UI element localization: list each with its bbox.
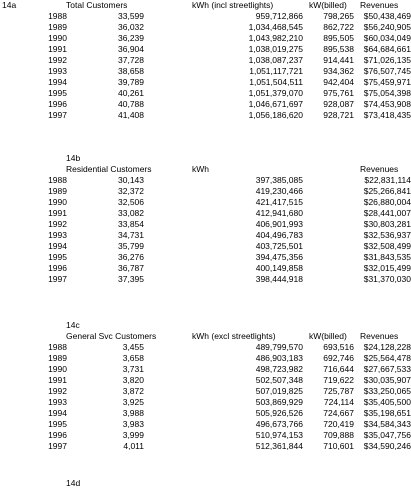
customers-cell: 36,904 — [118, 44, 144, 54]
kw-cell: 798,265 — [323, 11, 354, 21]
customers-cell: 30,143 — [118, 175, 144, 185]
customers-cell: 36,787 — [118, 263, 144, 273]
table-row — [0, 386, 411, 397]
kwh-header: kWh — [192, 164, 209, 174]
kwh-cell: 412,941,680 — [255, 208, 303, 218]
year-cell: 1988 — [48, 342, 67, 352]
customers-cell: 40,261 — [118, 88, 144, 98]
kwh-cell: 1,038,087,237 — [248, 55, 303, 65]
table-row — [0, 66, 411, 77]
kwh-cell: 419,230,466 — [255, 186, 303, 196]
kw-cell: 716,644 — [323, 364, 354, 374]
customers-cell: 3,455 — [122, 342, 144, 352]
kwh-cell: 421,417,515 — [255, 197, 303, 207]
year-cell: 1988 — [48, 11, 67, 21]
section-title: General Svc Customers — [66, 331, 157, 341]
kw-cell: 724,667 — [323, 408, 354, 418]
year-cell: 1996 — [48, 430, 67, 440]
year-cell: 1992 — [48, 55, 67, 65]
table-row — [0, 11, 411, 22]
revenue-cell: $32,508,499 — [363, 241, 411, 251]
table-row — [0, 197, 411, 208]
revenue-header: Revenues — [360, 164, 399, 174]
customers-cell: 32,506 — [118, 197, 144, 207]
kwh-cell: 1,051,117,721 — [249, 66, 303, 76]
table-row — [0, 186, 411, 197]
revenue-cell: $32,015,499 — [363, 263, 411, 273]
kw-cell: 862,722 — [323, 22, 354, 32]
year-cell: 1989 — [48, 353, 67, 363]
section-header-row — [0, 331, 411, 342]
kw-cell: 724,114 — [323, 397, 354, 407]
table-row — [0, 77, 411, 88]
customers-cell: 33,082 — [118, 208, 144, 218]
kwh-cell: 498,723,982 — [255, 364, 303, 374]
table-row — [0, 175, 411, 186]
revenue-cell: $22,831,114 — [364, 175, 411, 185]
revenue-header: Revenues — [360, 331, 399, 341]
section-id-row — [0, 320, 411, 331]
year-cell: 1989 — [48, 186, 67, 196]
kw-header: kW(billed) — [309, 331, 347, 341]
section-title: Total Customers — [66, 0, 128, 10]
year-cell: 1988 — [48, 175, 67, 185]
customers-cell: 33,599 — [118, 11, 144, 21]
table-row — [0, 375, 411, 386]
section-id: 14a — [2, 0, 17, 10]
table-row — [0, 22, 411, 33]
customers-cell: 3,983 — [122, 419, 144, 429]
kwh-cell: 1,051,379,070 — [248, 88, 303, 98]
year-cell: 1997 — [48, 274, 67, 284]
kw-cell: 895,505 — [323, 33, 354, 43]
table-row — [0, 408, 411, 419]
kw-cell: 720,419 — [323, 419, 354, 429]
kwh-cell: 1,046,671,697 — [248, 99, 303, 109]
section-id: 14b — [66, 153, 81, 163]
table-row — [0, 274, 411, 285]
year-cell: 1997 — [48, 441, 67, 451]
table-row — [0, 99, 411, 110]
table-row — [0, 88, 411, 99]
year-cell: 1990 — [48, 364, 67, 374]
revenue-cell: $26,880,004 — [363, 197, 411, 207]
kw-cell: 975,761 — [323, 88, 354, 98]
revenue-cell: $35,198,651 — [363, 408, 411, 418]
year-cell: 1989 — [48, 22, 67, 32]
kwh-cell: 489,799,570 — [255, 342, 303, 352]
customers-cell: 4,011 — [123, 441, 144, 451]
year-cell: 1993 — [48, 397, 67, 407]
section-id-row — [0, 153, 411, 164]
customers-cell: 3,731 — [122, 364, 144, 374]
section-header-row — [0, 164, 411, 175]
kwh-cell: 1,051,504,511 — [249, 77, 303, 87]
kw-cell: 710,601 — [323, 441, 354, 451]
year-cell: 1994 — [48, 241, 67, 251]
year-cell: 1991 — [48, 44, 67, 54]
customers-cell: 34,731 — [118, 230, 144, 240]
year-cell: 1994 — [48, 408, 67, 418]
kwh-cell: 510,974,153 — [255, 430, 303, 440]
revenue-cell: $50,438,469 — [363, 11, 411, 21]
revenue-cell: $34,590,246 — [363, 441, 411, 451]
year-cell: 1995 — [48, 419, 67, 429]
kwh-cell: 486,903,183 — [255, 353, 303, 363]
year-cell: 1991 — [48, 375, 67, 385]
kw-cell: 928,087 — [323, 99, 354, 109]
customers-cell: 3,820 — [122, 375, 144, 385]
table-row — [0, 263, 411, 274]
revenue-cell: $74,453,908 — [363, 99, 411, 109]
revenue-cell: $34,584,343 — [363, 419, 411, 429]
kwh-cell: 502,507,348 — [255, 375, 303, 385]
year-cell: 1995 — [48, 252, 67, 262]
revenue-cell: $60,034,049 — [363, 33, 411, 43]
kw-cell: 928,721 — [323, 110, 354, 120]
customers-cell: 32,372 — [118, 186, 144, 196]
customers-cell: 41,408 — [118, 110, 144, 120]
revenue-cell: $31,370,030 — [363, 274, 411, 284]
table-row — [0, 353, 411, 364]
kw-header: kW(billed) — [309, 0, 347, 10]
revenue-cell: $75,459,971 — [363, 77, 411, 87]
revenue-cell: $25,564,478 — [363, 353, 411, 363]
table-row — [0, 419, 411, 430]
revenue-cell: $73,418,435 — [363, 110, 411, 120]
table-row — [0, 208, 411, 219]
kwh-cell: 512,361,844 — [255, 441, 303, 451]
revenue-cell: $64,684,661 — [363, 44, 411, 54]
kw-cell: 942,404 — [323, 77, 354, 87]
table-row — [0, 230, 411, 241]
kwh-cell: 398,444,918 — [255, 274, 303, 284]
kwh-header: kWh (incl streetlights) — [192, 0, 274, 10]
customers-cell: 37,395 — [118, 274, 144, 284]
year-cell: 1991 — [48, 208, 67, 218]
kw-cell: 693,516 — [323, 342, 354, 352]
kwh-cell: 1,038,019,275 — [248, 44, 303, 54]
kwh-cell: 394,475,356 — [255, 252, 303, 262]
kwh-cell: 1,043,982,210 — [248, 33, 303, 43]
customers-cell: 40,788 — [118, 99, 144, 109]
kwh-header: kWh (excl streetlights) — [192, 331, 276, 341]
revenue-cell: $35,047,756 — [363, 430, 411, 440]
customers-cell: 39,789 — [118, 77, 144, 87]
customers-cell: 3,925 — [122, 397, 144, 407]
customers-cell: 3,872 — [122, 386, 144, 396]
revenue-cell: $31,843,535 — [363, 252, 411, 262]
revenue-header: Revenues — [360, 0, 399, 10]
year-cell: 1996 — [48, 263, 67, 273]
revenue-cell: $56,240,905 — [363, 22, 411, 32]
table-row — [0, 252, 411, 263]
revenue-cell: $33,250,065 — [363, 386, 411, 396]
kw-cell: 692,746 — [323, 353, 354, 363]
table-row — [0, 342, 411, 353]
next-section-row — [0, 478, 411, 489]
year-cell: 1996 — [48, 99, 67, 109]
kw-cell: 934,362 — [323, 66, 354, 76]
year-cell: 1993 — [48, 66, 67, 76]
kw-cell: 895,538 — [323, 44, 354, 54]
section-title: Residential Customers — [66, 164, 152, 174]
kwh-cell: 400,149,858 — [255, 263, 303, 273]
revenue-cell: $76,507,745 — [363, 66, 411, 76]
kwh-cell: 496,673,766 — [255, 419, 303, 429]
revenue-cell: $32,536,937 — [363, 230, 411, 240]
kwh-cell: 503,869,929 — [255, 397, 303, 407]
customers-cell: 3,658 — [122, 353, 144, 363]
table-row — [0, 397, 411, 408]
customers-cell: 35,799 — [118, 241, 144, 251]
year-cell: 1997 — [48, 110, 67, 120]
revenue-cell: $35,405,500 — [363, 397, 411, 407]
customers-cell: 33,854 — [118, 219, 144, 229]
kwh-cell: 959,712,866 — [255, 11, 303, 21]
year-cell: 1992 — [48, 219, 67, 229]
customers-cell: 36,032 — [118, 22, 144, 32]
table-row — [0, 364, 411, 375]
revenue-cell: $24,128,228 — [363, 342, 411, 352]
kw-cell: 725,787 — [323, 386, 354, 396]
table-row — [0, 55, 411, 66]
year-cell: 1995 — [48, 88, 67, 98]
customers-cell: 36,239 — [118, 33, 144, 43]
revenue-cell: $75,054,398 — [363, 88, 411, 98]
customers-cell: 38,658 — [118, 66, 144, 76]
kwh-cell: 404,496,783 — [255, 230, 303, 240]
year-cell: 1993 — [48, 230, 67, 240]
customers-cell: 3,999 — [122, 430, 144, 440]
kw-cell: 709,888 — [323, 430, 354, 440]
kwh-cell: 507,019,825 — [255, 386, 303, 396]
kwh-cell: 505,926,526 — [255, 408, 303, 418]
year-cell: 1990 — [48, 33, 67, 43]
revenue-cell: $25,266,841 — [363, 186, 411, 196]
table-row — [0, 241, 411, 252]
table-row — [0, 44, 411, 55]
kwh-cell: 406,901,993 — [255, 219, 303, 229]
year-cell: 1992 — [48, 386, 67, 396]
customers-cell: 36,276 — [118, 252, 144, 262]
revenue-cell: $27,667,533 — [363, 364, 411, 374]
table-row — [0, 110, 411, 121]
customers-cell: 3,988 — [122, 408, 144, 418]
kwh-cell: 397,385,085 — [255, 175, 303, 185]
kwh-cell: 1,034,468,545 — [248, 22, 303, 32]
kwh-cell: 403,725,501 — [255, 241, 303, 251]
revenue-cell: $28,441,007 — [363, 208, 411, 218]
table-row — [0, 219, 411, 230]
table-row — [0, 33, 411, 44]
section-header-row — [0, 0, 411, 11]
next-section-id: 14d — [66, 478, 81, 488]
section-id: 14c — [66, 320, 80, 330]
table-row — [0, 430, 411, 441]
table-row — [0, 441, 411, 452]
revenue-cell: $71,026,135 — [363, 55, 411, 65]
kw-cell: 914,441 — [323, 55, 354, 65]
kw-cell: 719,622 — [323, 375, 354, 385]
customers-cell: 37,728 — [118, 55, 144, 65]
year-cell: 1990 — [48, 197, 67, 207]
year-cell: 1994 — [48, 77, 67, 87]
revenue-cell: $30,035,907 — [363, 375, 411, 385]
revenue-cell: $30,803,281 — [363, 219, 411, 229]
kwh-cell: 1,056,186,620 — [248, 110, 303, 120]
